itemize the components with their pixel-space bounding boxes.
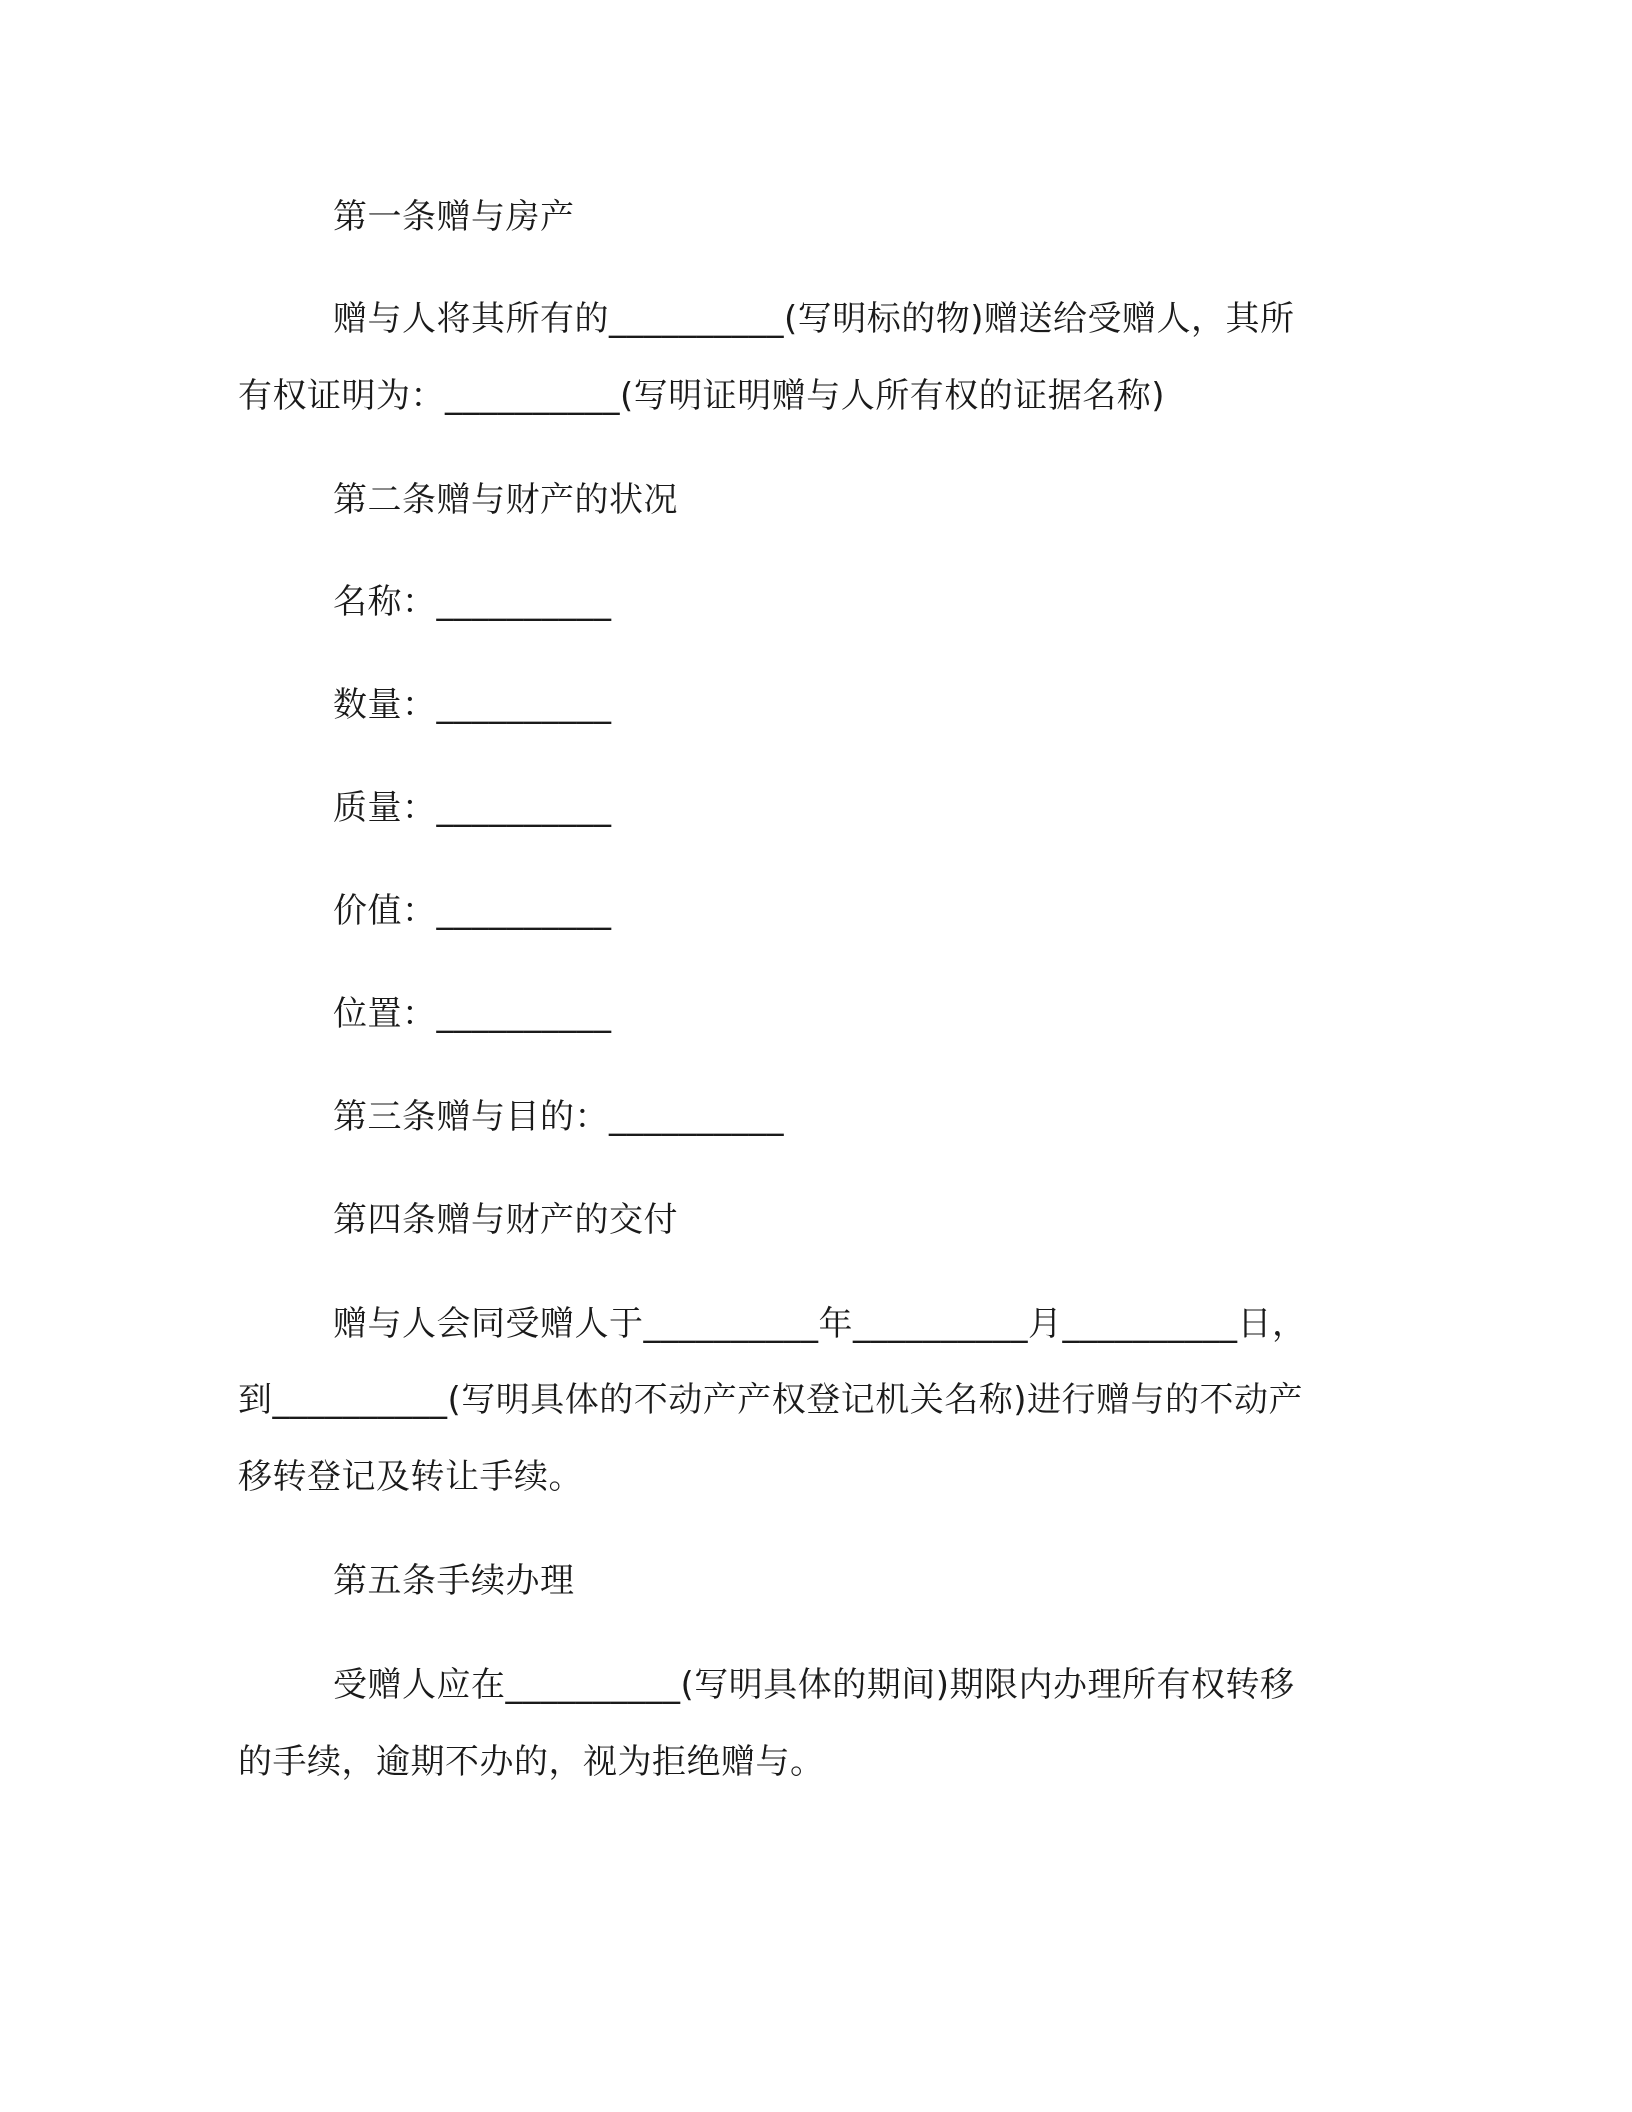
field-value: 价值：__________	[333, 891, 612, 931]
article-4-text-line-2: 到__________(写明具体的不动产产权登记机关名称)进行赠与的不动产	[238, 1380, 1304, 1420]
article-4-text-line-1: 赠与人会同受赠人于__________年__________月__________日，	[333, 1304, 1307, 1344]
article-5-text-line-2: 的手续，逾期不办的，视为拒绝赠与。	[238, 1742, 825, 1782]
article-3-purpose: 第三条赠与目的：__________	[333, 1097, 784, 1137]
field-location: 位置：__________	[333, 994, 612, 1034]
article-1-heading: 第一条赠与房产	[333, 197, 575, 237]
article-4-heading: 第四条赠与财产的交付	[333, 1200, 678, 1240]
article-5-text-line-1: 受赠人应在__________(写明具体的期间)期限内办理所有权转移	[333, 1665, 1295, 1705]
article-5-heading: 第五条手续办理	[333, 1561, 575, 1601]
article-2-heading: 第二条赠与财产的状况	[333, 480, 678, 520]
field-quality: 质量：__________	[333, 788, 612, 828]
article-4-text-line-3: 移转登记及转让手续。	[238, 1457, 583, 1497]
field-quantity: 数量：__________	[333, 685, 612, 725]
field-name: 名称：__________	[333, 582, 612, 622]
article-1-text-line-1: 赠与人将其所有的__________(写明标的物)赠送给受赠人，其所	[333, 299, 1295, 339]
article-1-text-line-2: 有权证明为：__________(写明证明赠与人所有权的证据名称)	[238, 376, 1166, 416]
